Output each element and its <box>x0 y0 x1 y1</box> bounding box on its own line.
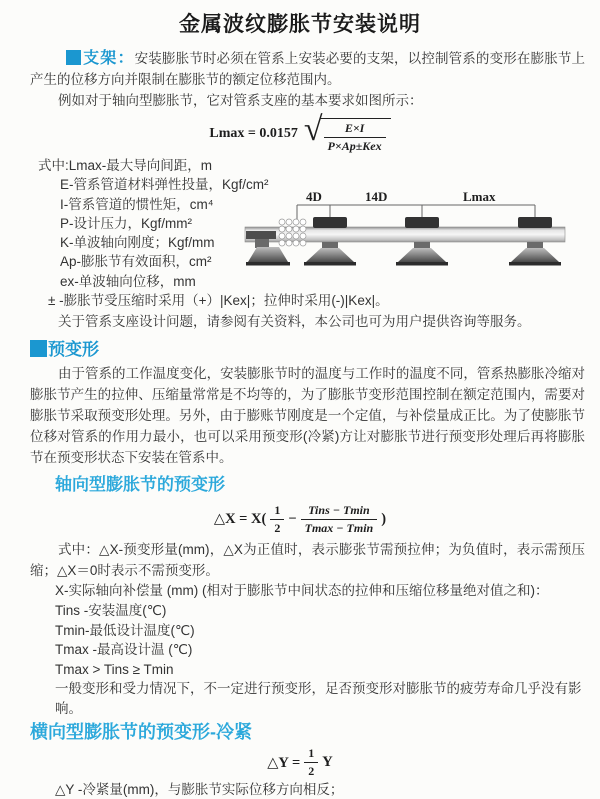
support-example-line: 例如对于轴向型膨胀节，它对管系支座的基本要求如图所示： <box>58 93 423 108</box>
lateral-formula-explanation: △Y -冷紧量(mm)，与膨胀节实际位移方向相反； <box>55 781 344 797</box>
one-half-fraction: $\frac{1}{2}$ <box>304 746 318 779</box>
general-note-line: 一般变形和受力情况下，不一定进行预变形，足否预变形对膨胀节的疲劳寿命几乎没有影响。 <box>55 681 582 716</box>
dim-label-4d: 4D <box>306 189 322 204</box>
definition-line: Ap-膨胀节有效面积，cm² <box>60 254 212 270</box>
formula2-close-paren: ) <box>381 510 387 527</box>
definition-line: 式中:Lmax-最大导向间距，m <box>38 158 213 173</box>
definition-line: Tmax > Tins ≥ Tmin <box>55 661 174 677</box>
one-half-fraction: $\frac{1}{2}$ <box>270 503 284 536</box>
pipe-support-diagram <box>243 190 595 282</box>
sqrt-sign-glyph: √ <box>303 110 323 148</box>
axial-formula-explanation: 式中：△X-预变形量(mm)，△X为正值时，表示膨张节需预拉伸；为负值时，表示需预压缩；△X＝0时表示不需预变形。 <box>30 542 585 579</box>
support-intro-paragraph <box>30 48 585 90</box>
definition-line: P-设计压力，Kgf/mm² <box>60 215 193 231</box>
dim-label-14d: 14D <box>365 189 388 204</box>
definition-line: X-实际轴向补偿量 (mm) (相对于膨胀节中间状态的拉伸和压缩位移量绝对值之和)： <box>55 583 549 599</box>
definition-line: I-管系管道的惯性矩，cm⁴ <box>60 196 214 212</box>
definition-line: E-管系管道材料弹性投量，Kgf/cm² <box>60 177 269 193</box>
temperature-definitions-list <box>55 581 600 718</box>
sqrt-radical <box>303 110 391 154</box>
formula2-lhs: △X = X( <box>213 511 267 528</box>
lateral-predeform-heading: 横向型膨胀节的预变形-冷紧 <box>30 721 252 742</box>
formula3-rhs: Y <box>322 754 333 771</box>
support-note-line: 关于管系支座设计问题，请参阅有关资料，本公司也可为用户提供咨询等服务。 <box>58 314 531 330</box>
definition-line: Tmin-最低设计温度(℃) <box>55 622 195 638</box>
predeform-body-paragraph: 由于管系的工作温度变化，安装膨胀节时的温度与工作时的温度不同，管系热膨胀冷缩对膨胀节产生的拉伸、压缩量常常是不均等的，为了膨胀节变形范围控制在额定范围内，需要对膨胀节采取预变形处理。另外，由于膨账节刚度是一个定值，与补偿量成正比。为了使膨胀节位移对管系的作用力最小，也可以采用预变形(冷紧)方让对膨胀节进行预变形处理后再将膨胀节在预变形状态下安装在管系中。 <box>30 366 585 466</box>
definition-line: Tmax -最高设计温 (℃) <box>55 642 193 658</box>
temperature-fraction: $\frac{\text{Tins − Tmin}}{Tmax - Tmin}$ <box>301 503 378 536</box>
section-marker-icon <box>30 340 47 357</box>
guide-spacing-formula <box>0 110 600 153</box>
support-intro-text: 安装膨胀节时必须在管系上安装必要的支架，以控制管系的变形在膨胀节上产生的位移方向并限制在膨胀节的额定位移范围内。 <box>30 51 585 87</box>
definition-line: ± -膨胀节受压缩时采用（+）|Kex|；拉伸时采用(-)|Kex|。 <box>48 293 389 309</box>
formula3-lhs: △Y = <box>267 754 301 771</box>
section-marker-icon <box>66 50 81 65</box>
formula1-numerator: E×I <box>324 121 386 138</box>
formula1-lhs: Lmax = 0.0157 <box>209 126 298 141</box>
definition-line: K-单波轴向刚度；Kgf/mm <box>60 235 215 251</box>
lateral-predeform-formula <box>0 748 600 778</box>
page-title: 金属波纹膨胀节安装说明 <box>179 13 421 36</box>
support-section-label: 支架： <box>83 50 135 67</box>
formula1-denominator: P×Ap±Kex <box>327 138 382 153</box>
predeform-section-heading: 预变形 <box>30 339 600 361</box>
formula1-fraction <box>324 121 386 154</box>
definition-line: Tins -安装温度(℃) <box>55 602 167 618</box>
definition-line: ex-单波轴向位移，mm <box>60 273 196 289</box>
axial-predeform-formula <box>0 501 600 537</box>
dim-label-lmax: Lmax <box>463 189 496 204</box>
minus-sign: − <box>288 510 297 527</box>
axial-predeform-heading: 轴向型膨胀节的预变形 <box>55 475 225 495</box>
